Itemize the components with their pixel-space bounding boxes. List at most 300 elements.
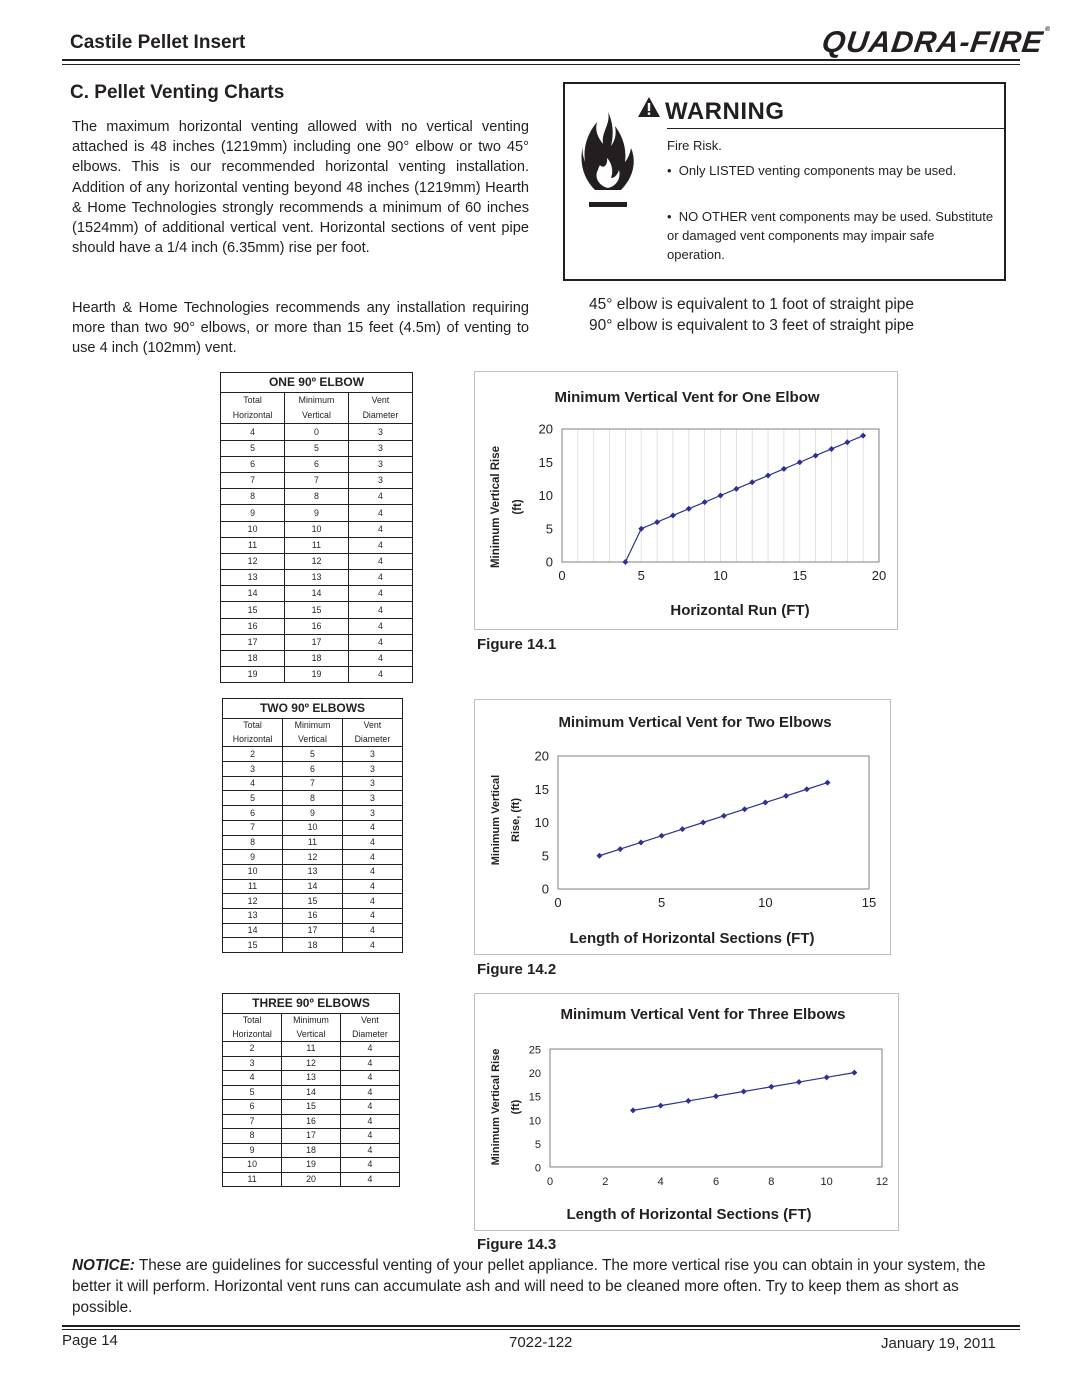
table-row [223, 835, 402, 850]
table-cell: 4 [221, 424, 285, 440]
table-cell: 3 [342, 806, 402, 821]
y-tick-label: 5 [541, 848, 549, 864]
table-cell: 3 [348, 440, 412, 456]
x-axis-label: Length of Horizontal Sections (FT) [566, 1206, 812, 1223]
table-header-row [223, 719, 402, 733]
data-point [781, 466, 787, 472]
table-cell: 3 [348, 456, 412, 472]
table-cell: 4 [348, 618, 412, 634]
data-point [638, 839, 644, 845]
table-header-cell: Minimum [282, 1014, 341, 1028]
data-point [813, 453, 819, 459]
table-cell: 0 [285, 424, 349, 440]
table-header-cell: Vertical [285, 408, 349, 424]
table-cell: 9 [223, 1143, 282, 1158]
table-header-cell: Total [223, 719, 283, 733]
y-tick-label: 20 [534, 748, 549, 764]
table-row [223, 776, 402, 791]
data-point [783, 793, 789, 799]
table-cell: 7 [223, 1114, 282, 1129]
table-cell: 8 [223, 1129, 282, 1144]
footer-document-number: 7022-122 [509, 1334, 573, 1351]
table-cell: 11 [223, 879, 283, 894]
table-cell: 5 [221, 440, 285, 456]
table-cell: 7 [221, 472, 285, 488]
series-line [625, 436, 863, 562]
warning-bullet-2: • NO OTHER vent components may be used. Substitute or damaged vent components may impair safe operation. [667, 209, 994, 262]
table-header-cell: Diameter [342, 733, 402, 747]
y-tick-label: 25 [528, 1044, 541, 1057]
footer-page-number: Page 14 [62, 1332, 118, 1349]
table-cell: 17 [283, 923, 343, 938]
table-row [223, 938, 402, 952]
table-cell: 4 [340, 1143, 399, 1158]
table-cell: 5 [283, 747, 343, 762]
table-row [221, 618, 412, 634]
table-row [221, 472, 412, 488]
table-cell: 12 [223, 894, 283, 909]
table-cell: 4 [342, 923, 402, 938]
table-cell: 10 [223, 1158, 282, 1173]
table-cell: 4 [340, 1071, 399, 1086]
table-cell: 4 [340, 1056, 399, 1071]
x-tick-label: 15 [792, 568, 807, 583]
table-cell: 12 [283, 850, 343, 865]
table-cell: 16 [283, 908, 343, 923]
figure-caption-2: Figure 14.2 [477, 961, 557, 978]
table-cell: 5 [223, 791, 283, 806]
data-point [670, 512, 676, 518]
table-header-cell: Minimum [283, 719, 343, 733]
table-row [221, 489, 412, 505]
table-header-cell: Total [221, 393, 285, 408]
y-axis-label: (ft) [512, 499, 524, 515]
table-two-elbows [222, 698, 403, 953]
table-cell: 2 [223, 1042, 282, 1057]
table-row [223, 1071, 399, 1086]
table-row [221, 456, 412, 472]
table-cell: 4 [223, 1071, 282, 1086]
table-row [223, 1114, 399, 1129]
table-cell: 14 [283, 879, 343, 894]
table-header-cell: Vertical [283, 733, 343, 747]
table-row [223, 908, 402, 923]
table-cell: 4 [340, 1129, 399, 1144]
table-header-cell: Vertical [282, 1028, 341, 1042]
table-row [223, 850, 402, 865]
document-title: Castile Pellet Insert [70, 32, 246, 53]
x-axis-label: Horizontal Run (FT) [670, 602, 810, 619]
table-header-cell: Diameter [340, 1028, 399, 1042]
table-header-row [223, 1014, 399, 1028]
footer-rule [62, 1325, 1020, 1327]
data-point [685, 1098, 691, 1104]
table-row [223, 762, 402, 777]
table-cell: 3 [348, 472, 412, 488]
table-cell: 15 [283, 894, 343, 909]
table-cell: 4 [342, 908, 402, 923]
table-row [221, 586, 412, 602]
table-row [223, 747, 402, 762]
x-tick-label: 5 [637, 568, 645, 583]
table-cell: 6 [285, 456, 349, 472]
chart-svg [475, 372, 899, 631]
table-header-cell: Horizontal [221, 408, 285, 424]
table-cell: 14 [223, 923, 283, 938]
table-row [223, 1158, 399, 1173]
series-line [599, 783, 827, 856]
table-cell: 14 [221, 586, 285, 602]
data-point [797, 459, 803, 465]
y-axis-label: Minimum Vertical Rise [490, 1048, 502, 1166]
y-tick-label: 10 [538, 488, 553, 503]
table-header-cell: Total [223, 1014, 282, 1028]
table-row [223, 1100, 399, 1115]
y-tick-label: 20 [528, 1068, 541, 1081]
table-row [223, 1172, 399, 1186]
x-tick-label: 20 [871, 568, 887, 583]
table-row [221, 667, 412, 683]
y-tick-label: 15 [538, 454, 553, 470]
section-heading: C. Pellet Venting Charts [70, 82, 285, 103]
figure-caption-3: Figure 14.3 [477, 1236, 557, 1253]
data-point [844, 439, 850, 445]
y-tick-label: 10 [528, 1115, 541, 1128]
x-tick-label: 10 [820, 1176, 833, 1188]
table-cell: 20 [282, 1172, 341, 1186]
table-cell: 17 [282, 1129, 341, 1144]
table-cell: 4 [340, 1100, 399, 1115]
data-point [630, 1107, 636, 1113]
chart-title: Minimum Vertical Vent for Two Elbows [558, 714, 832, 731]
data-point [702, 499, 708, 505]
data-point [700, 820, 706, 826]
table-cell: 8 [221, 489, 285, 505]
data-point [762, 800, 768, 806]
y-axis-label: Minimum Vertical Rise [490, 445, 502, 569]
table-cell: 17 [221, 634, 285, 650]
x-tick-label: 15 [861, 895, 877, 910]
table-cell: 18 [285, 651, 349, 667]
table-header-cell: Minimum [285, 393, 349, 408]
equivalence-45-elbow: 45° elbow is equivalent to 1 foot of straight pipe [589, 296, 915, 313]
y-axis-label: (ft) [510, 1099, 522, 1115]
data-point [596, 853, 602, 859]
y-tick-label: 15 [528, 1091, 541, 1104]
table-cell: 11 [283, 835, 343, 850]
table-cell: 4 [340, 1085, 399, 1100]
table-cell: 4 [342, 864, 402, 879]
table-cell: 15 [285, 602, 349, 618]
table-row [223, 1042, 399, 1057]
table-row [223, 1129, 399, 1144]
data-point [765, 473, 771, 479]
x-tick-label: 12 [875, 1176, 889, 1188]
table-header-cell: Diameter [348, 408, 412, 424]
table-row [223, 894, 402, 909]
table-cell: 8 [285, 489, 349, 505]
table-cell: 18 [283, 938, 343, 952]
table-row [221, 424, 412, 440]
table-cell: 16 [285, 618, 349, 634]
table-cell: 18 [221, 651, 285, 667]
table-cell: 6 [223, 806, 283, 821]
table-cell: 4 [367, 1173, 373, 1184]
table-header-cell: Horizontal [223, 733, 283, 747]
table-cell: 16 [221, 618, 285, 634]
table-cell: 3 [342, 762, 402, 777]
warning-bullet-1: • Only LISTED venting components may be used. [667, 163, 957, 178]
data-point [804, 786, 810, 792]
table-cell: 19 [282, 1158, 341, 1173]
x-tick-label: 6 [712, 1176, 720, 1188]
data-point [749, 479, 755, 485]
table-title: TWO 90º ELBOWS [223, 699, 402, 719]
plot-area [550, 1049, 882, 1167]
table-header-row [223, 1028, 399, 1042]
table-cell: 11 [221, 537, 285, 553]
table-cell: 9 [283, 806, 343, 821]
table-row [221, 537, 412, 553]
registered-mark: ® [1044, 26, 1052, 33]
table-row [223, 864, 402, 879]
table-cell: 13 [283, 864, 343, 879]
table-title: THREE 90º ELBOWS [223, 994, 399, 1014]
table-row [223, 791, 402, 806]
table-row [223, 1056, 399, 1071]
data-point [860, 433, 866, 439]
warning-triangle-icon [637, 96, 661, 118]
table-cell: 6 [221, 456, 285, 472]
vent-table [223, 1014, 399, 1186]
table-cell: 9 [285, 505, 349, 521]
table-cell: 13 [285, 570, 349, 586]
table-cell: 4 [348, 489, 412, 505]
table-cell: 5 [223, 1085, 282, 1100]
table-cell: 6 [283, 762, 343, 777]
data-point [741, 1088, 747, 1094]
data-point [851, 1070, 857, 1076]
data-point [825, 780, 831, 786]
table-cell: 19 [285, 667, 349, 683]
figure-caption-1: Figure 14.1 [477, 636, 557, 653]
table-row [221, 634, 412, 650]
y-tick-label: 5 [534, 1138, 541, 1151]
table-cell: 9 [223, 850, 283, 865]
data-point [824, 1074, 830, 1080]
y-axis-label: Rise, (ft) [510, 798, 522, 842]
table-cell: 10 [285, 521, 349, 537]
table-cell: 17 [285, 634, 349, 650]
data-point [733, 486, 739, 492]
warning-bullet-text: Only LISTED venting components may be used. [678, 163, 957, 178]
table-row [223, 923, 402, 938]
table-cell: 11 [285, 537, 349, 553]
table-cell: 4 [377, 669, 383, 680]
table-cell: 14 [285, 586, 349, 602]
table-cell: 3 [348, 424, 412, 440]
y-tick-label: 15 [534, 781, 549, 797]
table-cell: 4 [342, 850, 402, 865]
notice-label: NOTICE: [72, 1257, 135, 1274]
table-row [223, 1143, 399, 1158]
vent-table [221, 393, 412, 682]
warning-title: WARNING [665, 98, 785, 125]
chart-title: Minimum Vertical Vent for Three Elbows [560, 1006, 846, 1023]
y-tick-label: 0 [545, 554, 553, 570]
y-axis-label: Minimum Vertical [490, 774, 502, 866]
table-cell: 4 [348, 651, 412, 667]
table-row [223, 879, 402, 894]
table-row [223, 1085, 399, 1100]
table-header-cell: Horizontal [223, 1028, 282, 1042]
intro-paragraph-1: The maximum horizontal venting allowed with no vertical venting attached is 48 inches (1219mm) including one 90° elbow or two 45° elbows. This is our recommended horizontal venting installation. Addition of any horizontal venting beyond 48 inches (1219mm) Hearth & Home Technologies strongly recommends a minimum of 60 inches (1524mm) of additional vertical vent. Horizontal sections of vent pipe should have a 1/4 inch (6.35mm) rise per foot. [72, 119, 529, 257]
data-point [721, 813, 727, 819]
table-header-cell: Vent [363, 720, 382, 731]
data-point [713, 1093, 719, 1099]
equivalence-90-elbow: 90° elbow is equivalent to 3 feet of straight pipe [589, 317, 915, 334]
data-point [622, 559, 628, 565]
x-tick-label: 4 [657, 1176, 664, 1188]
y-tick-label: 5 [545, 521, 553, 537]
table-cell: 4 [348, 537, 412, 553]
table-cell: 4 [342, 835, 402, 850]
data-point [679, 826, 685, 832]
table-cell: 10 [221, 521, 285, 537]
warning-divider [667, 128, 1004, 129]
warning-box [563, 82, 1006, 281]
table-cell: 16 [282, 1114, 341, 1129]
table-cell: 15 [282, 1100, 341, 1115]
data-point [654, 519, 660, 525]
table-row [223, 806, 402, 821]
header-rule-thin [62, 64, 1020, 65]
table-cell: 4 [348, 602, 412, 618]
x-tick-label: 0 [558, 568, 566, 583]
table-three-elbows [222, 993, 400, 1187]
notice-paragraph [72, 1255, 1012, 1318]
table-cell: 13 [282, 1071, 341, 1086]
x-axis-label: Length of Horizontal Sections (FT) [569, 930, 815, 947]
x-tick-label: 10 [713, 568, 728, 583]
table-cell: 4 [348, 553, 412, 569]
y-tick-label: 10 [534, 815, 549, 830]
chart-two-elbows [474, 699, 891, 955]
x-tick-label: 0 [554, 895, 562, 910]
table-cell: 8 [223, 835, 283, 850]
data-point [768, 1084, 774, 1090]
table-cell: 4 [223, 776, 283, 791]
table-cell: 4 [342, 894, 402, 909]
table-cell: 14 [282, 1085, 341, 1100]
table-cell: 3 [342, 776, 402, 791]
table-row [221, 521, 412, 537]
table-cell: 12 [221, 553, 285, 569]
table-cell: 3 [223, 762, 283, 777]
table-cell: 3 [223, 1056, 282, 1071]
table-row [221, 553, 412, 569]
table-cell: 4 [348, 570, 412, 586]
table-cell: 4 [340, 1042, 399, 1057]
x-tick-label: 0 [546, 1176, 554, 1188]
warning-risk-label: Fire Risk. [667, 138, 722, 153]
chart-one-elbow [474, 371, 898, 630]
table-row [221, 440, 412, 456]
table-row [221, 602, 412, 618]
table-row [223, 820, 402, 835]
table-row [221, 570, 412, 586]
x-tick-label: 10 [758, 895, 773, 910]
warning-bullet-text: NO OTHER vent components may be used. Substitute or damaged vent components may impair safe operation. [667, 209, 994, 262]
notice-text: These are guidelines for successful venting of your pellet appliance. The more vertical rise you can obtain in your system, the better it will perform. Horizontal vent runs can accumulate ash and will need to be cleaned more often. Try to keep them as short as possible. [72, 1257, 986, 1316]
chart-title: Minimum Vertical Vent for One Elbow [554, 389, 820, 406]
table-cell: 18 [282, 1143, 341, 1158]
table-cell: 11 [223, 1172, 282, 1186]
chart-svg [475, 700, 892, 956]
table-cell: 6 [223, 1100, 282, 1115]
data-point [828, 446, 834, 452]
x-tick-label: 5 [658, 895, 666, 910]
table-cell: 4 [340, 1114, 399, 1129]
table-cell: 4 [348, 505, 412, 521]
table-cell: 4 [348, 634, 412, 650]
table-row [221, 651, 412, 667]
table-cell: 4 [348, 521, 412, 537]
y-tick-label: 0 [541, 881, 549, 897]
table-cell: 4 [348, 586, 412, 602]
y-tick-label: 0 [534, 1162, 541, 1175]
chart-three-elbows [474, 993, 899, 1231]
table-cell: 15 [223, 938, 283, 952]
table-header-row [221, 393, 412, 408]
table-cell: 5 [285, 440, 349, 456]
data-point [718, 493, 724, 499]
table-cell: 7 [283, 776, 343, 791]
table-cell: 10 [223, 864, 283, 879]
data-point [638, 526, 644, 532]
data-point [686, 506, 692, 512]
footer-date: January 19, 2011 [881, 1335, 996, 1352]
y-tick-label: 20 [538, 421, 553, 437]
plot-area [558, 756, 869, 889]
table-cell: 4 [369, 939, 375, 950]
table-cell: 7 [223, 820, 283, 835]
intro-paragraph-2: Hearth & Home Technologies recommends any installation requiring more than two 90° elbows, or more than 15 feet (4.5m) of venting to use 4 inch (102mm) vent. [72, 300, 529, 357]
table-cell: 12 [285, 553, 349, 569]
chart-svg [475, 994, 900, 1232]
table-header-cell: Vent [361, 1015, 379, 1026]
x-tick-label: 2 [602, 1176, 609, 1188]
data-point [742, 806, 748, 812]
brand-logo [820, 26, 1052, 60]
table-cell: 4 [340, 1158, 399, 1173]
x-tick-label: 8 [768, 1176, 775, 1188]
vent-table [223, 719, 402, 952]
table-cell: 12 [282, 1056, 341, 1071]
data-point [658, 1103, 664, 1109]
table-cell: 19 [221, 667, 285, 683]
table-cell: 2 [223, 747, 283, 762]
table-cell: 7 [285, 472, 349, 488]
table-cell: 10 [283, 820, 343, 835]
data-point [617, 846, 623, 852]
data-point [659, 833, 665, 839]
table-title: ONE 90º ELBOW [221, 373, 412, 393]
table-header-cell: Vent [371, 395, 390, 406]
fire-icon [581, 110, 635, 210]
logo-text: QUADRA-FIRE [819, 26, 1046, 59]
table-row [221, 505, 412, 521]
